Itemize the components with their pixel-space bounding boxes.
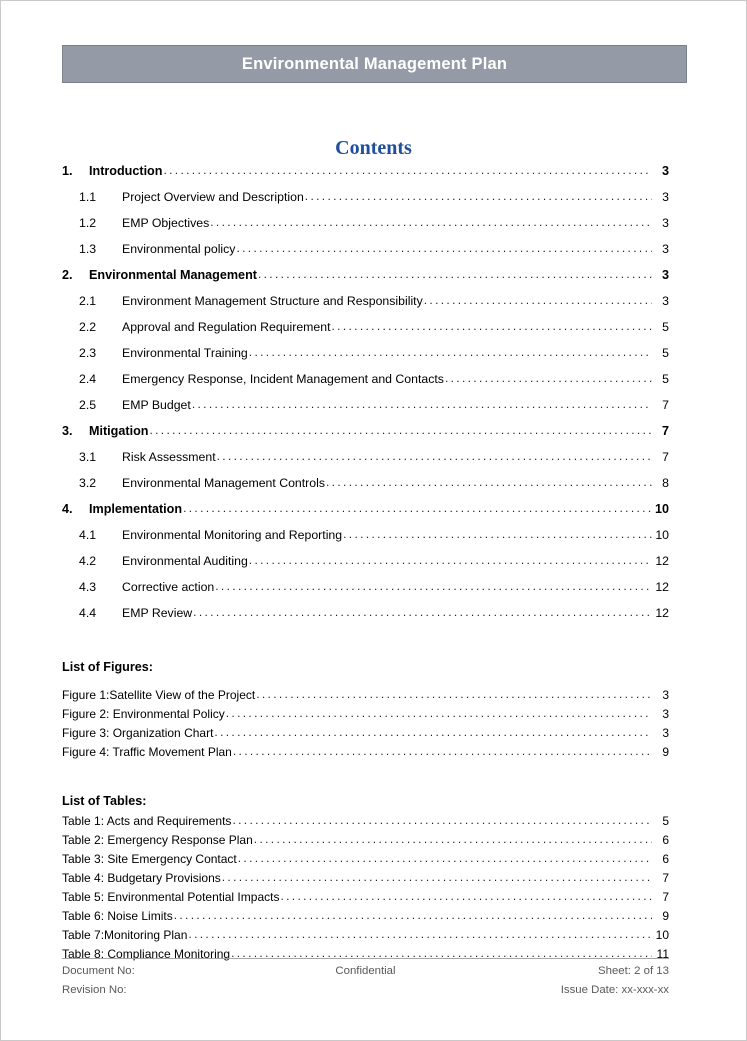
table-entry-page: 6 <box>662 833 669 847</box>
figure-dot-leader <box>226 706 652 720</box>
toc-entry[interactable] <box>62 424 669 450</box>
toc-dot-leader <box>305 189 652 203</box>
figure-dot-leader <box>214 725 652 739</box>
toc-entry-label: Corrective action <box>122 580 215 594</box>
toc-dot-leader <box>326 475 652 489</box>
toc-entry-number: 4.3 <box>79 580 97 594</box>
table-entry[interactable] <box>62 833 669 852</box>
toc-dot-leader <box>249 345 652 359</box>
table-entry[interactable] <box>62 928 669 947</box>
table-entry-page: 11 <box>656 947 669 961</box>
document-body <box>62 164 669 966</box>
toc-entry-page: 5 <box>662 320 669 334</box>
table-dot-leader <box>222 870 652 884</box>
toc-entry-number: 4. <box>62 502 73 516</box>
toc-entry[interactable] <box>62 606 669 632</box>
toc-entry[interactable] <box>62 476 669 502</box>
table-dot-leader <box>232 813 652 827</box>
toc-entry-number: 1.2 <box>79 216 97 230</box>
toc-entry-page: 7 <box>661 424 669 438</box>
table-entry-label: Table 5: Environmental Potential Impacts <box>62 890 280 904</box>
toc-dot-leader <box>192 397 652 411</box>
toc-entry-number: 3. <box>62 424 73 438</box>
toc-entry[interactable] <box>62 190 669 216</box>
toc-dot-leader <box>149 423 652 437</box>
document-title: Environmental Management Plan <box>241 54 508 73</box>
document-header-banner <box>62 45 687 83</box>
toc-entry-page: 3 <box>661 268 669 282</box>
table-dot-leader <box>188 927 652 941</box>
list-of-figures-heading: List of Figures: <box>62 660 153 674</box>
toc-entry-label: Environmental Monitoring and Reporting <box>122 528 343 542</box>
toc-entry[interactable] <box>62 580 669 606</box>
figure-entry-page: 3 <box>662 688 669 702</box>
table-entry-page: 10 <box>655 928 669 942</box>
toc-entry-page: 3 <box>662 242 669 256</box>
toc-entry-number: 4.4 <box>79 606 97 620</box>
revision-no-label: Revision No: <box>62 984 127 996</box>
table-entry[interactable] <box>62 871 669 890</box>
toc-entry-number: 4.2 <box>79 554 97 568</box>
toc-entry-label: Environmental Training <box>122 346 248 360</box>
list-of-tables-section <box>62 794 669 966</box>
toc-dot-leader <box>217 449 652 463</box>
toc-dot-leader <box>332 319 653 333</box>
toc-entry[interactable] <box>62 346 669 372</box>
table-entry-page: 9 <box>662 909 669 923</box>
table-entry-label: Table 6: Noise Limits <box>62 909 173 923</box>
toc-entry-page: 10 <box>655 528 669 542</box>
toc-entry[interactable] <box>62 554 669 580</box>
table-entry-label: Table 8: Compliance Monitoring <box>62 947 231 961</box>
table-entry-page: 7 <box>662 871 669 885</box>
contents-heading: Contents <box>335 137 412 159</box>
toc-entry-number: 1.1 <box>79 190 97 204</box>
toc-entry-number: 2. <box>62 268 73 282</box>
table-dot-leader <box>238 851 652 865</box>
figure-entry-label: Figure 3: Organization Chart <box>62 726 214 740</box>
toc-entry-page: 3 <box>661 164 669 178</box>
toc-entry-label: EMP Budget <box>122 398 191 412</box>
toc-entry[interactable] <box>62 164 669 190</box>
figure-entry-page: 3 <box>662 707 669 721</box>
toc-entry[interactable] <box>62 294 669 320</box>
toc-dot-leader <box>258 267 652 281</box>
toc-dot-leader <box>163 163 652 177</box>
toc-entry-number: 2.1 <box>79 294 97 308</box>
toc-entry-label: Environmental policy <box>122 242 236 256</box>
table-entry[interactable] <box>62 890 669 909</box>
footer-row-top <box>62 965 669 984</box>
toc-entry-page: 5 <box>662 372 669 386</box>
figure-entry[interactable] <box>62 726 669 745</box>
issue-date-label: Issue Date: xx-xxx-xx <box>560 984 669 996</box>
toc-entry-number: 2.4 <box>79 372 97 386</box>
figure-entry[interactable] <box>62 688 669 707</box>
toc-dot-leader <box>215 579 652 593</box>
toc-entry-page: 7 <box>662 450 669 464</box>
toc-entry-label: Environmental Management Controls <box>122 476 326 490</box>
toc-dot-leader <box>183 501 652 515</box>
toc-entry-number: 2.3 <box>79 346 97 360</box>
table-entry[interactable] <box>62 814 669 833</box>
list-of-tables-entries <box>62 814 669 966</box>
sheet-label: Sheet: 2 of 13 <box>598 965 669 977</box>
list-of-tables-heading: List of Tables: <box>62 794 147 808</box>
toc-entry-page: 12 <box>655 606 669 620</box>
toc-entry-number: 2.5 <box>79 398 97 412</box>
table-of-contents <box>62 164 669 632</box>
toc-entry[interactable] <box>62 216 669 242</box>
toc-entry[interactable] <box>62 450 669 476</box>
figure-entry[interactable] <box>62 745 669 764</box>
toc-entry-number: 2.2 <box>79 320 97 334</box>
figure-entry[interactable] <box>62 707 669 726</box>
figure-dot-leader <box>233 744 652 758</box>
table-entry-label: Table 1: Acts and Requirements <box>62 814 232 828</box>
toc-entry-label: Approval and Regulation Requirement <box>122 320 331 334</box>
figure-entry-page: 3 <box>662 726 669 740</box>
table-entry-label: Table 7:Monitoring Plan <box>62 928 188 942</box>
toc-entry[interactable] <box>62 242 669 268</box>
toc-entry-label: Risk Assessment <box>122 450 216 464</box>
table-entry-page: 7 <box>662 890 669 904</box>
toc-entry-label: Environmental Auditing <box>122 554 248 568</box>
figure-dot-leader <box>256 687 652 701</box>
document-no-label: Document No: <box>62 965 135 977</box>
table-entry-page: 6 <box>662 852 669 866</box>
toc-entry-label: Mitigation <box>89 424 149 438</box>
table-dot-leader <box>280 889 652 903</box>
page-footer <box>62 958 669 1003</box>
figure-entry-label: Figure 1:Satellite View of the Project <box>62 688 256 702</box>
toc-entry-number: 4.1 <box>79 528 97 542</box>
toc-entry-page: 5 <box>662 346 669 360</box>
toc-entry-label: Implementation <box>89 502 183 516</box>
toc-entry-page: 8 <box>662 476 669 490</box>
toc-entry-page: 12 <box>655 554 669 568</box>
toc-entry-number: 1. <box>62 164 73 178</box>
table-entry-label: Table 3: Site Emergency Contact <box>62 852 237 866</box>
toc-entry[interactable] <box>62 502 669 528</box>
toc-dot-leader <box>343 527 652 541</box>
table-dot-leader <box>254 832 652 846</box>
toc-entry-label: Introduction <box>89 164 163 178</box>
table-entry-label: Table 2: Emergency Response Plan <box>62 833 253 847</box>
table-entry-label: Table 4: Budgetary Provisions <box>62 871 221 885</box>
toc-entry-page: 3 <box>662 190 669 204</box>
footer-row-bottom <box>62 984 669 1003</box>
toc-dot-leader <box>210 215 652 229</box>
toc-entry-label: Emergency Response, Incident Management and Contacts <box>122 372 444 386</box>
list-of-figures-section <box>62 660 669 764</box>
toc-entry-page: 7 <box>662 398 669 412</box>
table-entry[interactable] <box>62 852 669 871</box>
toc-entry-page: 10 <box>654 502 669 516</box>
toc-entry-page: 12 <box>655 580 669 594</box>
figure-entry-page: 9 <box>662 745 669 759</box>
list-of-figures-entries <box>62 688 669 764</box>
table-entry[interactable] <box>62 909 669 928</box>
toc-entry-number: 3.2 <box>79 476 97 490</box>
toc-entry[interactable] <box>62 268 669 294</box>
toc-entry-number: 1.3 <box>79 242 97 256</box>
figure-entry-label: Figure 2: Environmental Policy <box>62 707 225 721</box>
table-entry-page: 5 <box>662 814 669 828</box>
toc-entry[interactable] <box>62 398 669 424</box>
toc-entry-label: EMP Objectives <box>122 216 210 230</box>
toc-entry-label: EMP Review <box>122 606 193 620</box>
toc-entry-number: 3.1 <box>79 450 97 464</box>
figure-entry-label: Figure 4: Traffic Movement Plan <box>62 745 232 759</box>
confidential-label: Confidential <box>335 965 396 977</box>
toc-entry[interactable] <box>62 528 669 554</box>
toc-dot-leader <box>249 553 652 567</box>
toc-entry-page: 3 <box>662 294 669 308</box>
toc-dot-leader <box>236 241 652 255</box>
toc-dot-leader <box>424 293 652 307</box>
toc-entry[interactable] <box>62 320 669 346</box>
toc-entry-label: Project Overview and Description <box>122 190 304 204</box>
toc-dot-leader <box>193 605 652 619</box>
toc-entry-page: 3 <box>662 216 669 230</box>
toc-entry[interactable] <box>62 372 669 398</box>
table-dot-leader <box>174 908 652 922</box>
toc-entry-label: Environment Management Structure and Responsibility <box>122 294 423 308</box>
toc-entry-label: Environmental Management <box>89 268 257 282</box>
toc-dot-leader <box>445 371 652 385</box>
